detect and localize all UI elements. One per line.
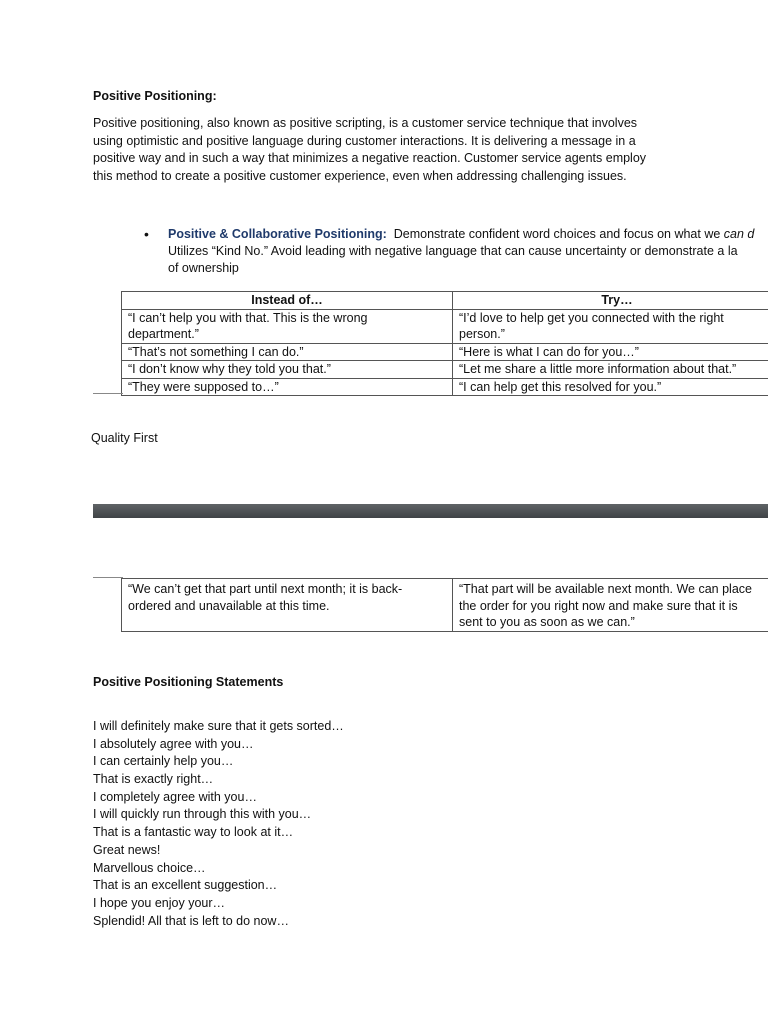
intro-line: using optimistic and positive language during customer interactions. It is delivering a message in a bbox=[93, 133, 636, 148]
table-row bbox=[122, 579, 768, 632]
section-heading: Positive Positioning: bbox=[93, 89, 217, 103]
intro-line: positive way and in such a way that minimizes a negative reaction. Customer service agents employ bbox=[93, 151, 647, 165]
list-item: That is a fantastic way to look at it… bbox=[93, 825, 294, 840]
list-item: Splendid! All that is left to do now… bbox=[93, 913, 289, 928]
list-item: I will quickly run through this with you… bbox=[93, 807, 312, 822]
bullet-emphasis: can d bbox=[723, 227, 755, 241]
list-item: I will definitely make sure that it gets sorted… bbox=[93, 719, 344, 733]
cell-line: “We can’t get that part until next month; it is back- bbox=[128, 582, 403, 596]
header-divider bbox=[93, 577, 123, 578]
table-header-row bbox=[122, 292, 768, 310]
bullet-dot-icon: • bbox=[144, 226, 149, 242]
bullet-text bbox=[168, 226, 754, 277]
header-try: Try… bbox=[453, 292, 768, 310]
bullet-line-2: Utilizes “Kind No.” Avoid leading with negative language that can cause uncertainty or demonstrate a la bbox=[168, 244, 738, 258]
bullet-line-1 bbox=[168, 226, 754, 243]
intro-paragraph bbox=[93, 115, 673, 185]
cell-try bbox=[453, 579, 768, 632]
table-row bbox=[122, 361, 768, 379]
cell-instead bbox=[122, 579, 453, 632]
list-item: Great news! bbox=[93, 842, 161, 857]
bullet-line-text: Demonstrate confident word choices and focus on what we bbox=[393, 227, 724, 241]
page-break-bar bbox=[93, 504, 768, 518]
cell-line: ordered and unavailable at this time. bbox=[128, 598, 330, 613]
comparison-table bbox=[121, 291, 768, 396]
comparison-table-continued bbox=[121, 578, 768, 632]
cell-instead: “That’s not something I can do.” bbox=[122, 343, 453, 361]
bullet-line-3: of ownership bbox=[168, 261, 239, 275]
cell-try bbox=[453, 309, 768, 343]
list-item: I can certainly help you… bbox=[93, 754, 234, 769]
table-row bbox=[122, 378, 768, 396]
bullet-title: Positive & Collaborative Positioning: bbox=[168, 227, 387, 241]
cell-line: sent to you as soon as we can.” bbox=[459, 615, 635, 629]
cell-line: “I can’t help you with that. This is the wrong bbox=[128, 310, 368, 325]
list-item: I absolutely agree with you… bbox=[93, 736, 254, 751]
header-instead-of: Instead of… bbox=[122, 292, 453, 310]
intro-line: Positive positioning, also known as positive scripting, is a customer service technique that involves bbox=[93, 116, 638, 130]
cell-instead: “I don’t know why they told you that.” bbox=[122, 361, 453, 379]
table-row bbox=[122, 309, 768, 343]
table-row bbox=[122, 343, 768, 361]
list-item: I hope you enjoy your… bbox=[93, 895, 226, 910]
list-item: I completely agree with you… bbox=[93, 789, 257, 804]
cell-line: the order for you right now and make sure that it is bbox=[459, 598, 738, 613]
cell-line: “I’d love to help get you connected with the right bbox=[459, 310, 724, 325]
cell-instead: “They were supposed to…” bbox=[122, 378, 453, 396]
list-item: That is an excellent suggestion… bbox=[93, 878, 278, 893]
cell-line: person.” bbox=[459, 327, 505, 341]
statements-list bbox=[93, 718, 593, 930]
footer-divider bbox=[93, 393, 123, 394]
intro-line: this method to create a positive customer experience, even when addressing challenging issues. bbox=[93, 168, 627, 183]
cell-line: “That part will be available next month. We can place bbox=[459, 582, 752, 596]
list-item: That is exactly right… bbox=[93, 772, 214, 787]
cell-try: “Let me share a little more information about that.” bbox=[453, 361, 768, 379]
statements-heading: Positive Positioning Statements bbox=[93, 675, 284, 689]
cell-try: “Here is what I can do for you…” bbox=[453, 343, 768, 361]
footer-label: Quality First bbox=[91, 431, 158, 445]
list-item: Marvellous choice… bbox=[93, 860, 206, 875]
cell-try: “I can help get this resolved for you.” bbox=[453, 378, 768, 396]
cell-line: department.” bbox=[128, 327, 199, 341]
cell-instead bbox=[122, 309, 453, 343]
